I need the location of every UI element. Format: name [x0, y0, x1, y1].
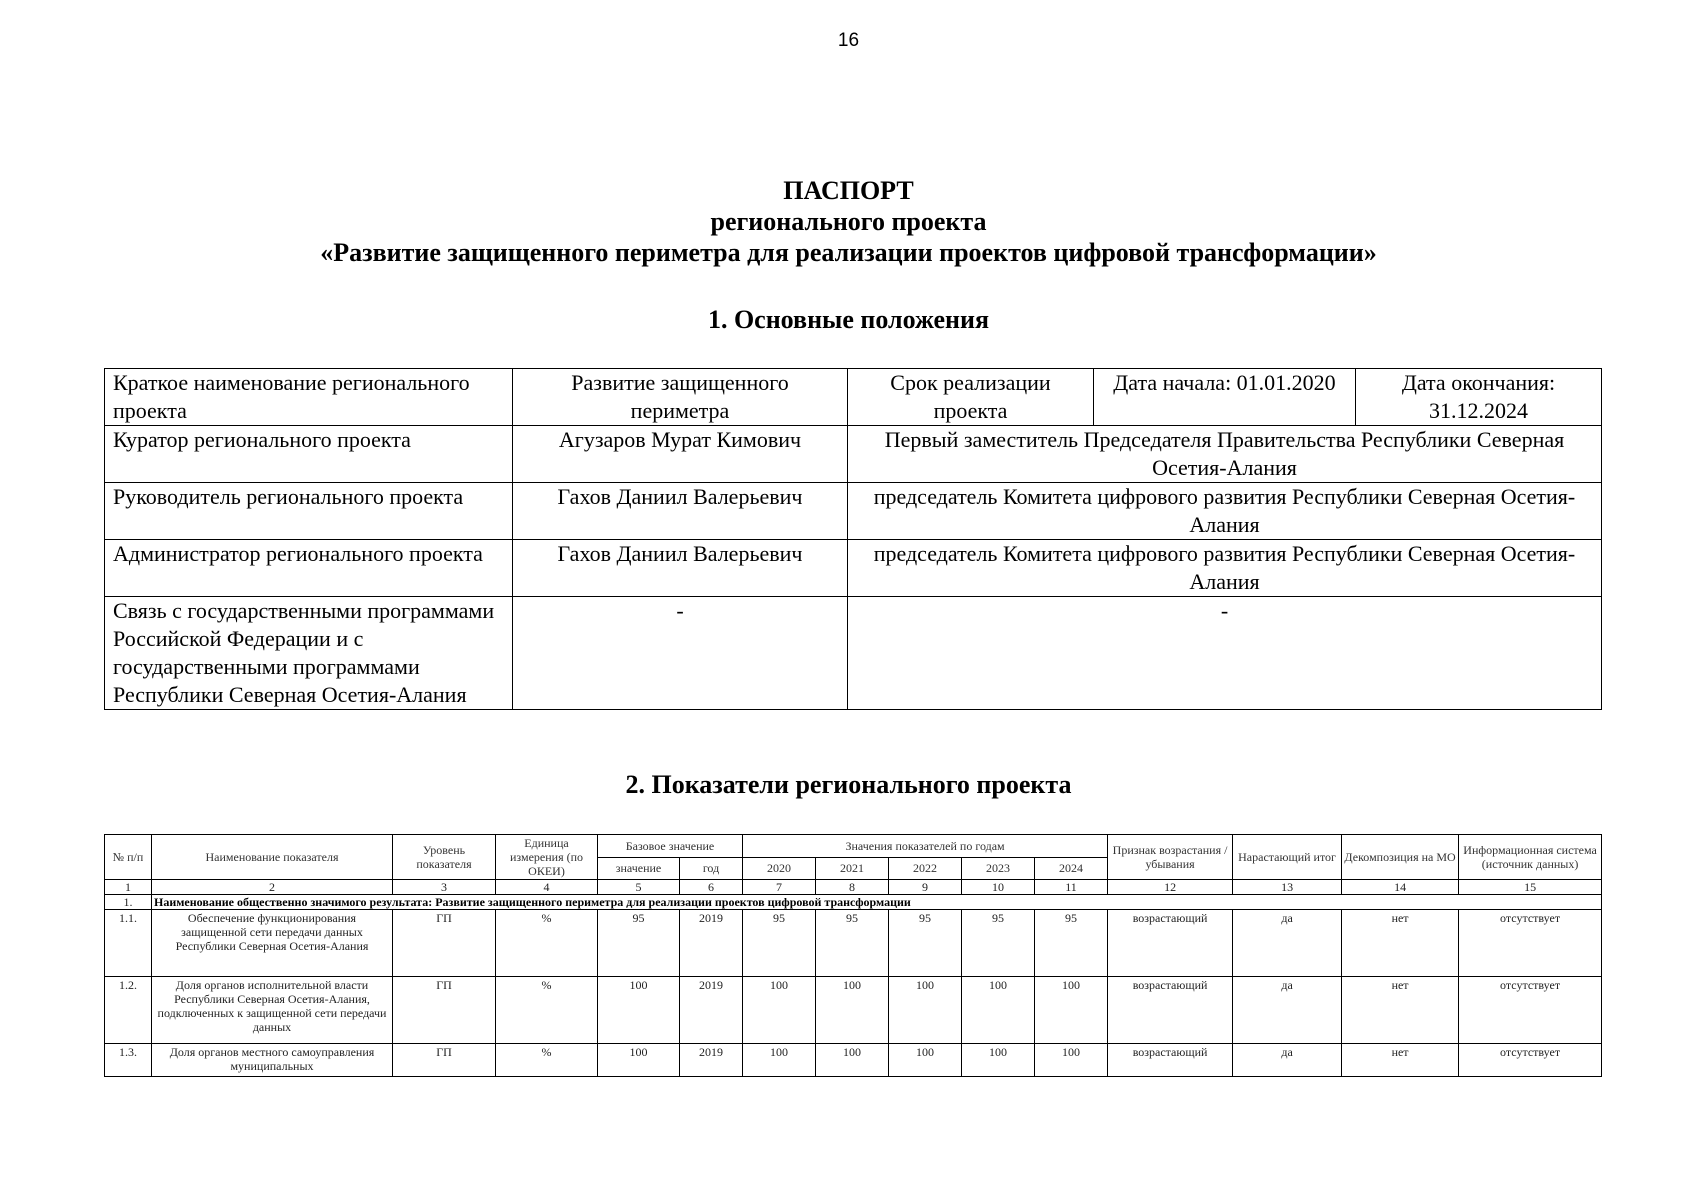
column-number: 7 [743, 880, 816, 895]
row-cumulative: да [1233, 910, 1342, 977]
project-name: «Развитие защищенного периметра для реализации проектов цифровой трансформации» [320, 238, 1377, 267]
row-level: ГП [393, 977, 496, 1044]
row-value-2021: 100 [816, 1044, 889, 1077]
col-info-system-header: Информационная система (источник данных) [1459, 835, 1602, 880]
col-name-header: Наименование показателя [152, 835, 393, 880]
row-base-year: 2019 [680, 910, 743, 977]
table-row [105, 977, 1602, 1044]
row-base-value: 100 [598, 977, 680, 1044]
row-num: 1.1. [105, 910, 152, 977]
table-row [105, 1044, 1602, 1077]
col-decomposition-header: Декомпозиция на МО [1342, 835, 1459, 880]
admin-position: председатель Комитета цифрового развития Республики Северная Осетия-Алания [848, 540, 1602, 597]
row-value-2023: 100 [962, 1044, 1035, 1077]
col-years-header: Значения показателей по годам [743, 835, 1108, 858]
short-name-label: Краткое наименование регионального проекта [105, 369, 513, 426]
doc-subtitle: регионального проекта [710, 207, 987, 236]
col-trend-header: Признак возрастания / убывания [1108, 835, 1233, 880]
link-value-2: - [848, 597, 1602, 710]
col-base-year-header: год [680, 857, 743, 880]
row-value-2024: 95 [1035, 910, 1108, 977]
row-value-2020: 100 [743, 1044, 816, 1077]
col-year-header: 2022 [889, 857, 962, 880]
row-trend: возрастающий [1108, 910, 1233, 977]
main-provisions-table [104, 368, 1602, 710]
group-title: Наименование общественно значимого результата: Развитие защищенного периметра для реализации проектов цифровой трансформации [152, 895, 1602, 910]
col-year-header: 2020 [743, 857, 816, 880]
section1-title: 1. Основные положения [707, 305, 990, 334]
row-value-2024: 100 [1035, 1044, 1108, 1077]
row-name: Обеспечение функционирования защищенной сети передачи данных Республики Северная Осетия-Алания [152, 910, 393, 977]
page-number: 16 [837, 30, 860, 51]
row-value-2023: 95 [962, 910, 1035, 977]
row-unit: % [496, 977, 598, 1044]
row-value-2023: 100 [962, 977, 1035, 1044]
column-number: 9 [889, 880, 962, 895]
document-header [0, 175, 1697, 268]
row-num: 1.3. [105, 1044, 152, 1077]
col-year-header: 2021 [816, 857, 889, 880]
row-decomposition: нет [1342, 1044, 1459, 1077]
short-name-value: Развитие защищенного периметра [513, 369, 848, 426]
row-value-2022: 100 [889, 1044, 962, 1077]
head-label: Руководитель регионального проекта [105, 483, 513, 540]
column-numbers-row [105, 880, 1602, 895]
row-value-2024: 100 [1035, 977, 1108, 1044]
group-num: 1. [105, 895, 152, 910]
col-year-header: 2024 [1035, 857, 1108, 880]
col-unit-header: Единица измерения (по ОКЕИ) [496, 835, 598, 880]
column-number: 14 [1342, 880, 1459, 895]
table-row [105, 910, 1602, 977]
row-info-system: отсутствует [1459, 910, 1602, 977]
row-decomposition: нет [1342, 910, 1459, 977]
column-number: 13 [1233, 880, 1342, 895]
row-base-value: 95 [598, 910, 680, 977]
section2-title: 2. Показатели регионального проекта [625, 770, 1072, 799]
row-cumulative: да [1233, 1044, 1342, 1077]
col-base-value-header: значение [598, 857, 680, 880]
column-number: 4 [496, 880, 598, 895]
column-number: 15 [1459, 880, 1602, 895]
col-base-header: Базовое значение [598, 835, 743, 858]
head-position: председатель Комитета цифрового развития Республики Северная Осетия-Алания [848, 483, 1602, 540]
col-year-header: 2023 [962, 857, 1035, 880]
row-head [105, 483, 1602, 540]
doc-title: ПАСПОРТ [783, 176, 914, 205]
row-name: Доля органов исполнительной власти Республики Северная Осетия-Алания, подключенных к защищенной сети передачи данных [152, 977, 393, 1044]
row-value-2022: 100 [889, 977, 962, 1044]
row-value-2020: 95 [743, 910, 816, 977]
row-short-name [105, 369, 1602, 426]
column-number: 11 [1035, 880, 1108, 895]
curator-name: Агузаров Мурат Кимович [513, 426, 848, 483]
end-date: Дата окончания: 31.12.2024 [1356, 369, 1602, 426]
column-number: 2 [152, 880, 393, 895]
curator-label: Куратор регионального проекта [105, 426, 513, 483]
admin-label: Администратор регионального проекта [105, 540, 513, 597]
row-level: ГП [393, 910, 496, 977]
row-value-2022: 95 [889, 910, 962, 977]
row-trend: возрастающий [1108, 1044, 1233, 1077]
row-decomposition: нет [1342, 977, 1459, 1044]
row-base-year: 2019 [680, 977, 743, 1044]
row-unit: % [496, 1044, 598, 1077]
group-row [105, 895, 1602, 910]
head-name: Гахов Даниил Валерьевич [513, 483, 848, 540]
column-number: 6 [680, 880, 743, 895]
row-value-2020: 100 [743, 977, 816, 1044]
row-level: ГП [393, 1044, 496, 1077]
curator-position: Первый заместитель Председателя Правительства Республики Северная Осетия-Алания [848, 426, 1602, 483]
row-value-2021: 95 [816, 910, 889, 977]
row-name: Доля органов местного самоуправления муниципальных [152, 1044, 393, 1077]
row-num: 1.2. [105, 977, 152, 1044]
row-link [105, 597, 1602, 710]
row-info-system: отсутствует [1459, 977, 1602, 1044]
indicators-table [104, 834, 1602, 1077]
column-number: 8 [816, 880, 889, 895]
link-label: Связь с государственными программами Российской Федерации и с государственными программами Республики Северная Осетия-Алания [105, 597, 513, 710]
column-number: 12 [1108, 880, 1233, 895]
column-number: 3 [393, 880, 496, 895]
column-number: 1 [105, 880, 152, 895]
col-cumulative-header: Нарастающий итог [1233, 835, 1342, 880]
row-admin [105, 540, 1602, 597]
column-number: 10 [962, 880, 1035, 895]
term-label: Срок реализации проекта [848, 369, 1094, 426]
admin-name: Гахов Даниил Валерьевич [513, 540, 848, 597]
row-trend: возрастающий [1108, 977, 1233, 1044]
row-base-year: 2019 [680, 1044, 743, 1077]
header-row-1 [105, 835, 1602, 858]
link-value-1: - [513, 597, 848, 710]
row-curator [105, 426, 1602, 483]
row-base-value: 100 [598, 1044, 680, 1077]
row-unit: % [496, 910, 598, 977]
col-num-header: № п/п [105, 835, 152, 880]
start-date: Дата начала: 01.01.2020 [1094, 369, 1356, 426]
row-info-system: отсутствует [1459, 1044, 1602, 1077]
column-number: 5 [598, 880, 680, 895]
col-level-header: Уровень показателя [393, 835, 496, 880]
row-cumulative: да [1233, 977, 1342, 1044]
row-value-2021: 100 [816, 977, 889, 1044]
